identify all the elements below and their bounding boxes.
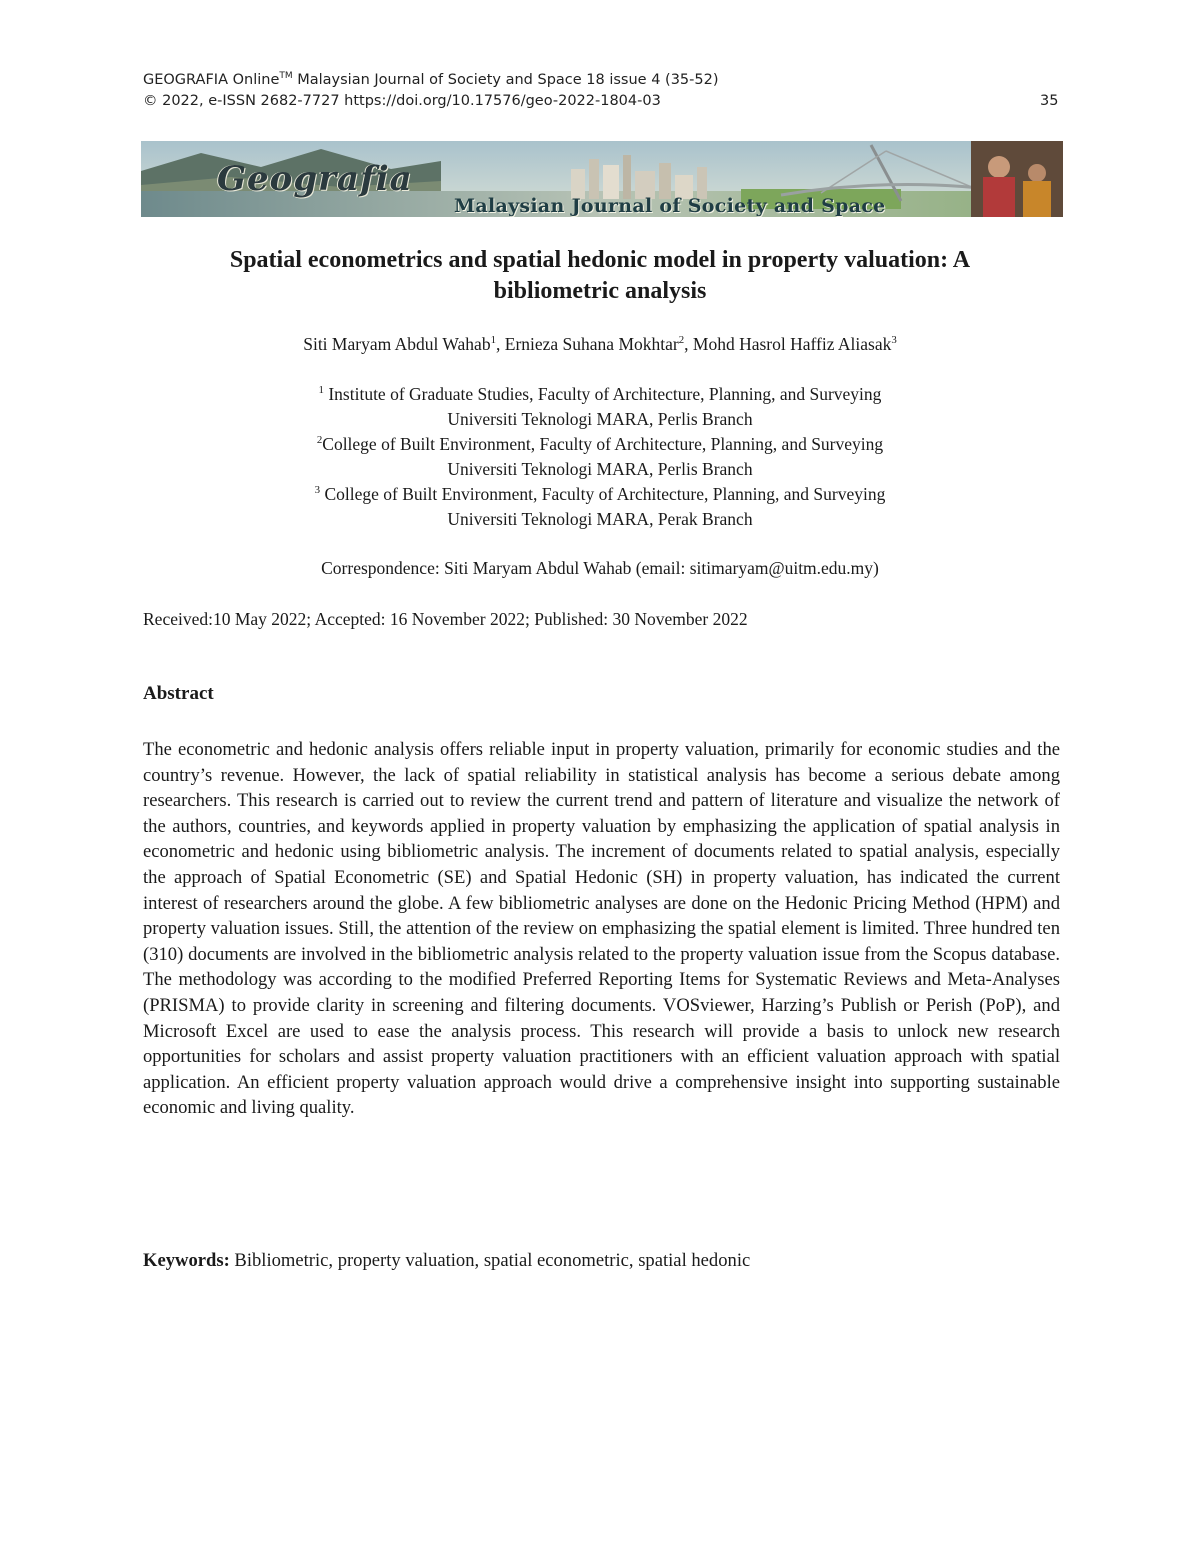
affiliation-line: Universiti Teknologi MARA, Perlis Branch — [447, 408, 753, 429]
page-number: 35 — [1040, 93, 1059, 109]
abstract-body: The econometric and hedonic analysis offers reliable input in property valuation, primarily for economic studies and the country’s revenue. However, the lack of spatial reliability in statistical analysis has become a serious debate among researchers. This research is carried out to review the current trend and pattern of literature and visualize the network of the authors, countries, and keywords applied in property valuation by emphasizing the application of spatial analysis in econometric and hedonic using bibliometric analysis. The increment of documents related to spatial analysis, especially the approach of Spatial Econometric (SE) and Spatial Hedonic (SH) in property valuation, has indicated the current interest of researchers around the globe. A few bibliometric analyses are done on the Hedonic Pricing Method (HPM) and property valuation issues. Still, the attention of the review on emphasizing the spatial element is limited. Three hundred ten (310) documents are involved in the bibliometric analysis related to the property valuation issue from the Scopus database. The methodology was according to the modified Preferred Reporting Items for Systematic Reviews and Meta-Analyses (PRISMA) to provide clarity in screening and filtering documents. VOSviewer, Harzing’s Publish or Perish (PoP), and Microsoft Excel are used to ease the analysis process. This research will provide a basis to unlock new research opportunities for scholars and assist property valuation practitioners with an efficient valuation approach with spatial application. An efficient property valuation approach would drive a comprehensive insight into supporting sustainable economic and living quality. — [143, 739, 1060, 1119]
affiliation-line: Universiti Teknologi MARA, Perlis Branch — [447, 458, 753, 479]
journal-header — [143, 72, 719, 88]
affiliation-2 — [140, 432, 1060, 482]
keywords — [143, 1250, 750, 1272]
author-affiliation-marker: 2 — [678, 334, 685, 347]
banner-subtitle: Malaysian Journal of Society and Space — [454, 195, 886, 217]
journal-banner — [141, 141, 1063, 217]
article-title — [140, 245, 1060, 307]
affiliation-marker: 2 — [316, 434, 323, 447]
banner-logo: Geografia — [217, 159, 413, 199]
abstract-heading: Abstract — [143, 683, 214, 704]
keywords-list: Bibliometric, property valuation, spatial econometric, spatial hedonic — [229, 1250, 751, 1271]
title-line-2: bibliometric analysis — [493, 278, 707, 304]
affiliation-marker: 3 — [314, 484, 321, 497]
journal-name: GEOGRAFIA Online — [143, 72, 280, 88]
affiliation-1 — [140, 382, 1060, 432]
author-list: Siti Maryam Abdul Wahab$^1$, Ernieza Suhana Mokhtar$^2$, Mohd Hasrol Haffiz Aliasak$^3$ — [303, 334, 897, 354]
trademark-mark: TM — [279, 71, 293, 82]
affiliation-line: College of Built Environment, Faculty of Architecture, Planning, and Surveying — [322, 434, 884, 454]
affiliation-line: Institute of Graduate Studies, Faculty of Architecture, Planning, and Surveying — [323, 384, 882, 404]
affiliation-3 — [140, 482, 1060, 532]
author-affiliation-marker: 1 — [490, 334, 496, 347]
affiliation-line: College of Built Environment, Faculty of Architecture, Planning, and Surveying — [320, 484, 886, 504]
author-affiliation-marker: 3 — [891, 334, 897, 347]
issn-doi-line: © 2022, e-ISSN 2682-7727 https://doi.org/10.17576/geo-2022-1804-03 — [143, 93, 661, 109]
author-name: Mohd Hasrol Haffiz Aliasak — [692, 334, 892, 354]
keywords-label: Keywords: — [143, 1250, 230, 1271]
correspondence: Correspondence: Siti Maryam Abdul Wahab (email: sitimaryam@uitm.edu.my) — [321, 558, 879, 578]
author-name: Siti Maryam Abdul Wahab — [303, 334, 491, 354]
title-line-1: Spatial econometrics and spatial hedonic model in property valuation: A — [229, 247, 971, 273]
publication-dates: Received:10 May 2022; Accepted: 16 November 2022; Published: 30 November 2022 — [143, 609, 748, 629]
author-name: Ernieza Suhana Mokhtar — [504, 334, 679, 354]
journal-issue: Malaysian Journal of Society and Space 18 issue 4 (35-52) — [292, 72, 719, 88]
affiliation-line: Universiti Teknologi MARA, Perak Branch — [447, 508, 753, 529]
affiliation-marker: 1 — [318, 384, 324, 397]
